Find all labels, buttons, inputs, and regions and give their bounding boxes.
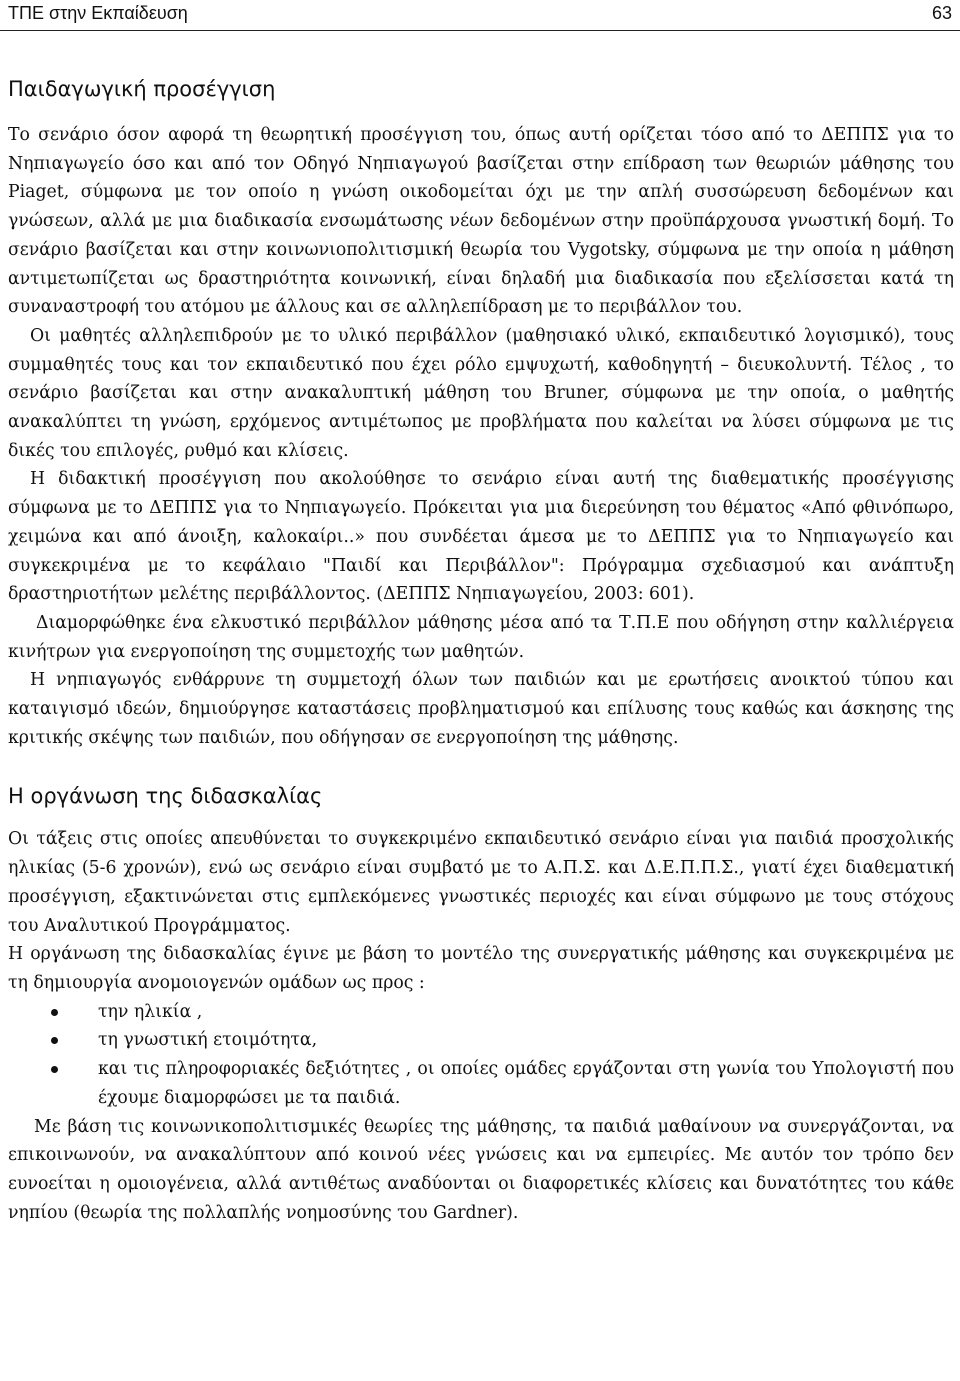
paragraph-collaborative-model: Η οργάνωση της διδασκαλίας έγινε με βάση το μοντέλο της συνεργατικής μάθησης και συγκεκριμένα με τη δημιουργία ανομοιογενών ομάδων ως προς : — [8, 944, 954, 993]
paragraph-didactic-approach: Η διδακτική προσέγγιση που ακολούθησε το σενάριο είναι αυτή της διαθεματικής προσέγγισης σύμφωνα με το ΔΕΠΠΣ για το Νηπιαγωγείο. Πρόκειται για μια διερεύνηση του θέματος «Από φθινόπωρο, χειμώνα και από άνοιξη, καλοκαίρι..» που συνδέεται άμεσα με το ΔΕΠΠΣ για το Νηπιαγωγείο και συγκεκριμένα με το κεφάλαιο "Παιδί και Περιβάλλον": Πρόγραμμα σχεδιασμού και ανάπτυξη δραστηριοτήτων μελέτης περιβάλλοντος. (ΔΕΠΠΣ Νηπιαγωγείου, 2003: 601). — [8, 469, 954, 605]
bullet-icon — [51, 1037, 58, 1044]
header-title: ΤΠΕ στην Εκπαίδευση — [8, 3, 188, 23]
paragraph-theoretical-approach: Το σενάριο όσον αφορά τη θεωρητική προσέγγιση του, όπως αυτή ορίζεται τόσο από το ΔΕΠΠΣ για το Νηπιαγωγείο όσο και από τον Οδηγό Νηπιαγωγού βασίζεται στην επίδραση των θεωριών μάθησης του Piaget, σύμφωνα με τον οποίο η γνώση οικοδομείται όχι με την απλή συσσώρευση δεδομένων και γνώσεων, αλλά με μια διαδικασία ενσωμάτωσης νέων δεδομένων στην προϋπάρχουσα γνωστική δομή. Το σενάριο βασίζεται και στην κοινωνιοπολιτισμική θεωρία του Vygotsky, σύμφωνα με την οποία η μάθηση αντιμετωπίζεται ως δραστηριότητα κοινωνική, είναι δηλαδή μια διαδικασία που εξελίσσεται κατά τη συναναστροφή του ατόμου με άλλους και σε αλληλεπίδραση με το περιβάλλον του. — [8, 125, 954, 318]
section-heading-teaching-organization: Η οργάνωση της διδασκαλίας — [8, 784, 323, 809]
list-item: τη γνωστική ετοιμότητα, — [8, 1026, 954, 1055]
paragraph-teacher-role: Η νηπιαγωγός ενθάρρυνε τη συμμετοχή όλων των παιδιών και με ερωτήσεις ανοικτού τύπου και καταιγισμό ιδεών, δημιούργησε καταστάσεις προβληματισμού και επίλυσης τους καθώς και άσκησης της κριτικής σκέψης των παιδιών, που οδήγησαν σε ενεργοποίηση της μάθησης. — [8, 670, 954, 748]
page-content — [8, 74, 954, 1227]
paragraph-sociocultural-theories: Με βάση τις κοινωνικοπολιτισμικές θεωρίες της μάθησης, τα παιδιά μαθαίνουν να συνεργάζονται, να επικοινωνούν, να ανακαλύπτουν από κοινού νέες γνώσεις και να εμπειρίες. Με αυτόν τον τρόπο δεν ευνοείται η ομοιογένεια, αλλά αντιθέτως αναδύονται οι διαφορετικές κλίσεις και δυνατότητες του κάθε νηπίου (θεωρία της πολλαπλής νοημοσύνης του Gardner). — [8, 1116, 954, 1223]
bullet-icon — [51, 1009, 58, 1016]
list-item: την ηλικία , — [8, 998, 954, 1027]
paragraph-learning-environment: Διαμορφώθηκε ένα ελκυστικό περιβάλλον μάθησης μέσα από τα Τ.Π.Ε που οδήγηση στην καλλιέργεια κινήτρων για ενεργοποίηση της συμμετοχής των μαθητών. — [8, 612, 954, 662]
grouping-criteria-list — [8, 998, 954, 1113]
list-item: και τις πληροφοριακές δεξιότητες , οι οποίες ομάδες εργάζονται στη γωνία του Υπολογιστή που έχουμε διαμορφώσει με τα παιδιά. — [8, 1055, 954, 1112]
section-heading-pedagogical-approach: Παιδαγωγική προσέγγιση — [8, 77, 276, 101]
bullet-icon — [51, 1066, 58, 1073]
paragraph-target-classes: Οι τάξεις στις οποίες απευθύνεται το συγκεκριμένο εκπαιδευτικό σενάριο είναι για παιδιά προσχολικής ηλικίας (5-6 χρονών), ενώ ως σενάριο είναι συμβατό με το Α.Π.Σ. και Δ.Ε.Π.Π.Σ., γιατί έχει διαθεματική προσέγγιση, εξακτινώνεται στις εμπλεκόμενες γνωστικές περιοχές και είναι σύμφωνο με τους στόχους του Αναλυτικού Προγράμματος. — [8, 829, 954, 936]
running-header — [0, 0, 960, 31]
paragraph-interaction: Οι μαθητές αλληλεπιδρούν με το υλικό περιβάλλον (μαθησιακό υλικό, εκπαιδευτικό λογισμικό), τους συμμαθητές τους και τον εκπαιδευτικό που έχει ρόλο εμψυχωτή, καθοδηγητή – διευκολυντή. Τέλος , το σενάριο βασίζεται και στην ανακαλυπτική μάθηση του Bruner, σύμφωνα με την οποία, ο μαθητής ανακαλύπτει τη γνώση, ερχόμενος αντιμέτωπος με προβλήματα που καλείται να λύσει σύμφωνα με τις δικές του επιλογές, ρυθμό και κλίσεις. — [8, 325, 954, 461]
page-number: 63 — [931, 3, 952, 23]
